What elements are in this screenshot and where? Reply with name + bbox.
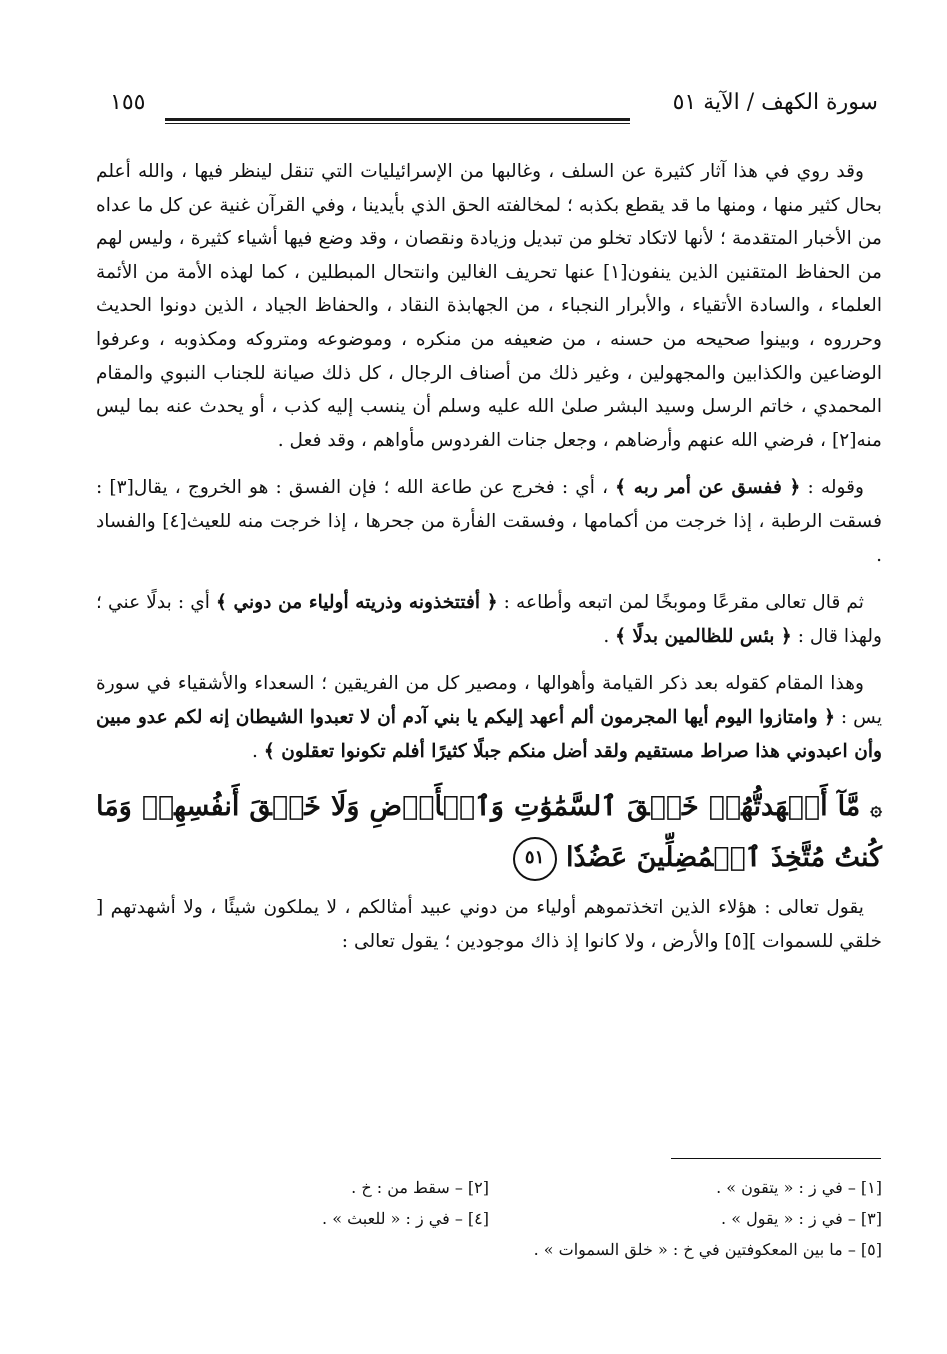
- paragraph-2: [96, 471, 882, 572]
- paragraph-2-rest: ، أي : فخرج عن طاعة الله ؛ فإن الفسق : هو الخروج ، يقال[٣] : فسقت الرطبة ، إذا خرجت من أكمامها ، وفسقت الفأرة من جحرها ، إذا خرجت منه للعيث[٤] والفساد .: [96, 477, 882, 566]
- paragraph-5: [96, 891, 882, 958]
- quran-quote: ﴿ أفتتخذونه وذريته أولياء من دوني ﴾: [215, 592, 498, 614]
- footnote-2: [٢] – سقط من : خ .: [351, 1178, 489, 1197]
- rub-el-hizb-icon: ۞: [870, 796, 882, 821]
- ayah-number: ٥١: [513, 837, 557, 881]
- surah-title: سورة الكهف / الآية ٥١: [672, 90, 878, 115]
- header-rule-thin: [165, 123, 630, 124]
- footnote-rule: [671, 1158, 881, 1159]
- page-body: [96, 155, 882, 972]
- paragraph-3-mid: أي : بدلًا عني ؛ ولهذا قال :: [96, 592, 882, 647]
- paragraph-4-lead: وهذا المقام كقوله بعد ذكر القيامة وأهوالها ، ومصير كل من الفريقين ؛ السعداء والأشقياء في سورة يس :: [96, 673, 882, 728]
- footnote-5: [٥] – ما بين المعكوفتين في خ : « خلق السموات » .: [533, 1240, 882, 1259]
- footnote-row: [96, 1172, 882, 1203]
- page-number: ١٥٥: [110, 90, 146, 115]
- footnote-1: [١] – في ز : « يتقون » .: [716, 1178, 882, 1197]
- paragraph-1: [96, 155, 882, 457]
- paragraph-4-end: .: [252, 740, 264, 762]
- footnote-row: [96, 1234, 882, 1265]
- paragraph-2-lead: وقوله :: [800, 477, 864, 499]
- quran-verse: [96, 782, 882, 883]
- paragraph-3: [96, 586, 882, 653]
- footnotes: [96, 1172, 882, 1265]
- verse-text: مَّآ أَشۡهَدتُّهُمۡ خَلۡقَ ٱلسَّمَٰوَٰتِ وَٱلۡأَرۡضِ وَلَا خَلۡقَ أَنفُسِهِمۡ وَمَا كُنتُ مُتَّخِذَ ٱلۡمُضِلِّينَ عَضُدٗا: [96, 791, 882, 874]
- quran-quote: ﴿ بئس للظالمين بدلًا ﴾: [615, 625, 792, 647]
- quran-quote: ﴿ ففسق عن أمر ربه ﴾: [615, 477, 801, 499]
- footnote-3: [٣] – في ز : « يقول » .: [721, 1209, 882, 1228]
- paragraph-4: [96, 667, 882, 768]
- footnote-row: [96, 1203, 882, 1234]
- paragraph-3-end: .: [603, 625, 616, 647]
- paragraph-5-text: يقول تعالى : هؤلاء الذين اتخذتموهم أولياء من دوني عبيد أمثالكم ، لا يملكون شيئًا ، ولا أشهدتهم [ خلقي للسموات ][٥] والأرض ، ولا كانوا إذ ذاك موجودين ؛ يقول تعالى :: [96, 897, 882, 952]
- footnote-4: [٤] – في ز : « للعبث » .: [322, 1209, 489, 1228]
- quran-quote: ﴿ وامتازوا اليوم أيها المجرمون ألم أعهد إليكم يا بني آدم أن لا تعبدوا الشيطان إنه لكم عدو مبين وأن اعبدوني هذا صراط مستقيم ولقد أضل منكم جبلًا كثيرًا أفلم تكونوا تعقلون ﴾: [96, 706, 882, 762]
- header-rule: [165, 118, 630, 121]
- paragraph-1-text: وقد روي في هذا آثار كثيرة عن السلف ، وغالبها من الإسرائيليات التي تنقل لينظر فيها ، والله أعلم بحال كثير منها ، ومنها ما قد يقطع بكذبه ؛ لمخالفته الحق الذي بأيدينا ، وفي القرآن غنية عن كل ما عداه من الأخبار المتقدمة ؛ لأنها لاتكاد تخلو من تبديل وزيادة ونقصان ، وقد وضع فيها أشياء كثيرة ، وليس لهم من الحفاظ المتقنين الذين ينفون[١] عنها تحريف الغالين وانتحال المبطلين ، كما لهذه الأمة من الأئمة العلماء ، والسادة الأتقياء ، والأبرار النجباء ، من الجهابذة النقاد ، والحفاظ الجياد ، الذين دونوا الحديث وحرروه ، وبينوا صحيحه من حسنه ، من ضعيفه من منكره ، وموضوعه ومتروكه ومكذوبه ، وعرفوا الوضاعين والكذابين والمجهولين ، وغير ذلك من أصناف الرجال ، كل ذلك صيانة للجناب النبوي والمقام المحمدي ، خاتم الرسل وسيد البشر صلىٰ الله عليه وسلم أن ينسب إليه كذب ، أو يحدث عنه بما ليس منه[٢] ، فرضي الله عنهم وأرضاهم ، وجعل جنات الفردوس مأواهم ، وقد فعل .: [96, 161, 882, 451]
- paragraph-3-lead: ثم قال تعالى مقرعًا وموبخًا لمن اتبعه وأطاعه :: [497, 592, 864, 614]
- page-header: [110, 90, 878, 130]
